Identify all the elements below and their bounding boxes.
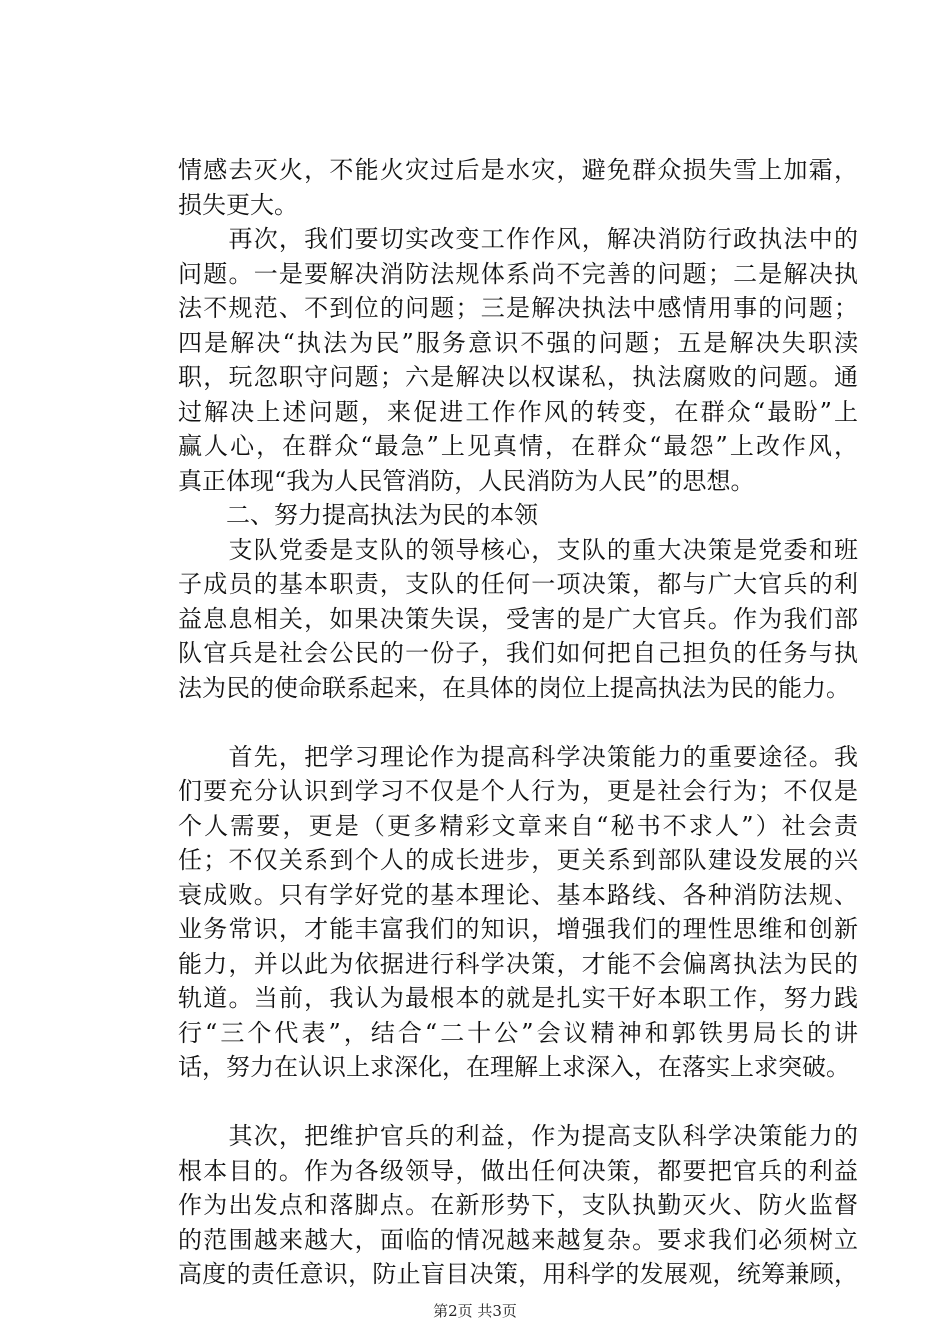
- text-line: 真正体现“我为人民管消防，人民消防为人民”的思想。: [178, 466, 755, 495]
- paragraph-gap: [178, 1085, 858, 1120]
- text-line: 的范围越来越大，面临的情况越来越复杂。要求我们必须树立: [178, 1225, 858, 1254]
- text-line: 益息息相关，如果决策失误，受害的是广大官兵。作为我们部: [178, 604, 858, 633]
- text-line: 赢人心，在群众“最急”上见真情，在群众“最怨”上改作风，: [178, 432, 858, 460]
- page-footer: 第2页 共3页: [433, 1302, 517, 1320]
- text-line: 法不规范、不到位的问题；三是解决执法中感情用事的问题；: [178, 294, 858, 322]
- text-line: 队官兵是社会公民的一份子，我们如何把自己担负的任务与执: [178, 639, 858, 667]
- text-line: 话，努力在认识上求深化，在理解上求深入，在落实上求突破。: [178, 1053, 850, 1081]
- text-line: 损失更大。: [178, 190, 298, 219]
- text-line: 任；不仅关系到个人的成长进步，更关系到部队建设发展的兴: [178, 846, 858, 874]
- text-line: 情感去灭火，不能火灾过后是水灾，避免群众损失雪上加霜，: [178, 156, 858, 184]
- text-line: 二、努力提高执法为民的本领: [178, 501, 538, 529]
- text-line: 行“三个代表”，结合“二十公”会议精神和郭铁男局长的讲: [178, 1018, 858, 1047]
- text-line: 轨道。当前，我认为最根本的就是扎实干好本职工作，努力践: [178, 984, 858, 1012]
- text-block-3: [178, 1119, 858, 1292]
- text-line: 们要充分认识到学习不仅是个人行为，更是社会行为；不仅是: [178, 777, 858, 805]
- text-line: 衰成败。只有学好党的基本理论、基本路线、各种消防法规、: [178, 880, 858, 909]
- text-line: 问题。一是要解决消防法规体系尚不完善的问题；二是解决执: [178, 259, 858, 288]
- text-line: 根本目的。作为各级领导，做出任何决策，都要把官兵的利益: [178, 1156, 858, 1185]
- text-line: 职，玩忽职守问题；六是解决以权谋私，执法腐败的问题。通: [178, 363, 858, 391]
- text-line: 作为出发点和落脚点。在新形势下，支队执勤灭火、防火监督: [178, 1191, 858, 1219]
- text-line: 高度的责任意识，防止盲目决策，用科学的发展观，统筹兼顾，: [178, 1260, 858, 1288]
- paragraph-gap: [178, 705, 858, 740]
- text-line: 支队党委是支队的领导核心，支队的重大决策是党委和班: [178, 535, 858, 564]
- text-line: 法为民的使命联系起来，在具体的岗位上提高执法为民的能力。: [178, 673, 850, 702]
- text-line: 四是解决“执法为民”服务意识不强的问题；五是解决失职渎: [178, 328, 858, 357]
- document-body: [178, 153, 858, 1292]
- text-line: 子成员的基本职责，支队的任何一项决策，都与广大官兵的利: [178, 570, 858, 598]
- text-block-2: [178, 740, 858, 1085]
- text-block-1: [178, 153, 858, 705]
- text-line: 过解决上述问题，来促进工作作风的转变，在群众“最盼”上: [178, 397, 858, 426]
- text-line: 个人需要，更是（更多精彩文章来自“秘书不求人”）社会责: [178, 811, 858, 840]
- text-line: 再次，我们要切实改变工作作风，解决消防行政执法中的: [178, 225, 858, 253]
- text-line: 其次，把维护官兵的利益，作为提高支队科学决策能力的: [178, 1122, 858, 1150]
- text-line: 能力，并以此为依据进行科学决策，才能不会偏离执法为民的: [178, 949, 858, 978]
- text-line: 首先，把学习理论作为提高科学决策能力的重要途径。我: [178, 742, 858, 771]
- text-line: 业务常识，才能丰富我们的知识，增强我们的理性思维和创新: [178, 915, 858, 943]
